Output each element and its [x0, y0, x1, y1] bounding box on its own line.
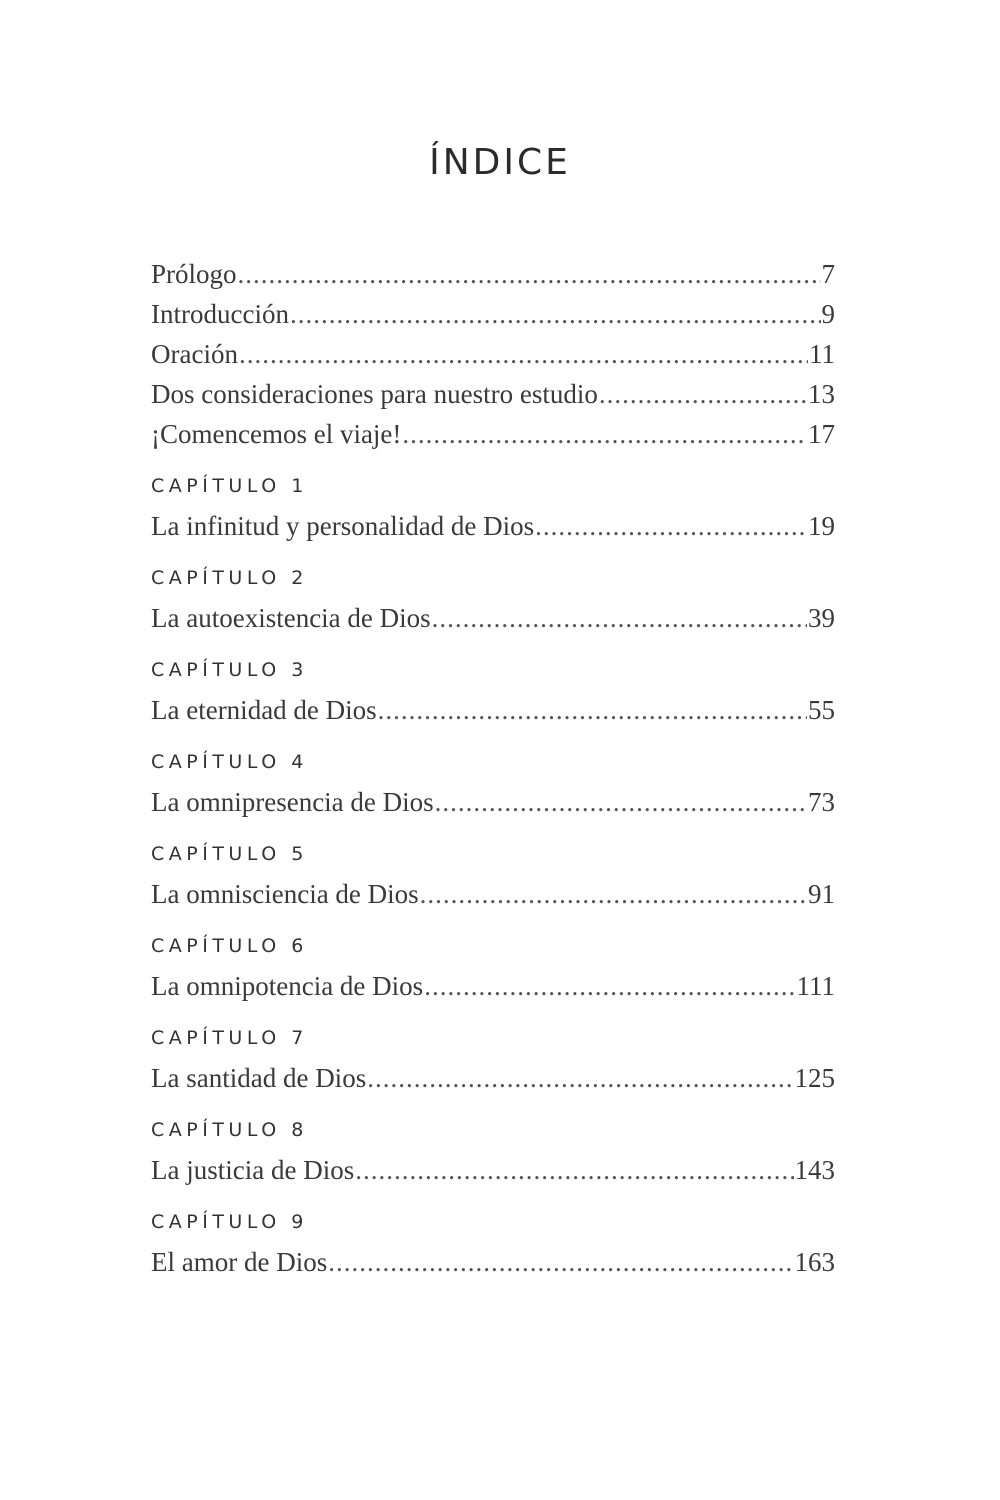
toc-entry-title: Dos consideraciones para nuestro estudio [151, 379, 598, 409]
toc-entry-chapter-4[interactable] [151, 782, 835, 822]
toc-entry-page: 143 [794, 1155, 835, 1185]
toc-entry-page: 17 [808, 419, 835, 449]
chapter-heading: CAPÍTULO 3 [151, 659, 308, 681]
dot-leader [402, 414, 807, 454]
toc-entry-title: La justicia de Dios [151, 1155, 355, 1185]
chapter-7 [151, 1018, 835, 1098]
chapter-2 [151, 558, 835, 638]
dot-leader [535, 506, 807, 546]
toc-entry-title: La infinitud y personalidad de Dios [151, 511, 535, 541]
toc-entry-chapter-8[interactable] [151, 1150, 835, 1190]
toc-entry-title: La omnisciencia de Dios [151, 879, 419, 909]
dot-leader [599, 374, 807, 414]
chapter-6 [151, 926, 835, 1006]
chapter-heading: CAPÍTULO 5 [151, 843, 308, 865]
toc-entry-page: 13 [808, 379, 835, 409]
dot-leader [355, 1150, 793, 1190]
toc-entry-page: 55 [808, 695, 835, 725]
dot-leader [378, 690, 807, 730]
toc-entry-oracion[interactable] [151, 334, 835, 374]
toc-entry-page: 111 [796, 971, 835, 1001]
chapter-5 [151, 834, 835, 914]
dot-leader [328, 1242, 793, 1282]
toc-entry-introduccion[interactable] [151, 294, 835, 334]
dot-leader [420, 874, 807, 914]
toc-entry-prologo[interactable] [151, 254, 835, 294]
toc-entry-title: El amor de Dios [151, 1247, 328, 1277]
chapter-1 [151, 466, 835, 546]
front-matter-list [151, 254, 835, 454]
toc-entry-page: 7 [821, 259, 835, 289]
chapter-heading: CAPÍTULO 8 [151, 1119, 308, 1141]
chapter-3 [151, 650, 835, 730]
chapter-heading: CAPÍTULO 6 [151, 935, 308, 957]
toc-entry-chapter-7[interactable] [151, 1058, 835, 1098]
toc-entry-page: 73 [808, 787, 835, 817]
toc-entry-title: Introducción [151, 299, 289, 329]
toc-entry-chapter-1[interactable] [151, 506, 835, 546]
table-of-contents [151, 254, 835, 1282]
toc-entry-title: La eternidad de Dios [151, 695, 377, 725]
toc-entry-title: La omnipotencia de Dios [151, 971, 424, 1001]
chapter-9 [151, 1202, 835, 1282]
toc-entry-consideraciones[interactable] [151, 374, 835, 414]
toc-entry-page: 91 [808, 879, 835, 909]
dot-leader [290, 294, 821, 334]
toc-entry-chapter-9[interactable] [151, 1242, 835, 1282]
toc-entry-title: La omnipresencia de Dios [151, 787, 434, 817]
toc-entry-chapter-6[interactable] [151, 966, 835, 1006]
chapter-heading: CAPÍTULO 9 [151, 1211, 308, 1233]
dot-leader [238, 254, 821, 294]
chapter-8 [151, 1110, 835, 1190]
toc-entry-page: 19 [808, 511, 835, 541]
toc-entry-title: ¡Comencemos el viaje! [151, 419, 402, 449]
toc-entry-chapter-2[interactable] [151, 598, 835, 638]
chapter-heading: CAPÍTULO 2 [151, 567, 308, 589]
dot-leader [435, 782, 807, 822]
chapter-heading: CAPÍTULO 4 [151, 751, 308, 773]
toc-entry-comencemos[interactable] [151, 414, 835, 454]
chapter-heading: CAPÍTULO 7 [151, 1027, 308, 1049]
dot-leader [367, 1058, 793, 1098]
toc-entry-title: La santidad de Dios [151, 1063, 367, 1093]
toc-entry-page: 11 [809, 339, 835, 369]
dot-leader [239, 334, 808, 374]
chapter-heading: CAPÍTULO 1 [151, 475, 308, 497]
dot-leader [432, 598, 807, 638]
toc-entry-title: La autoexistencia de Dios [151, 603, 431, 633]
toc-entry-chapter-3[interactable] [151, 690, 835, 730]
toc-entry-page: 125 [794, 1063, 835, 1093]
toc-entry-page: 163 [794, 1247, 835, 1277]
chapter-4 [151, 742, 835, 822]
toc-entry-page: 39 [808, 603, 835, 633]
toc-entry-page: 9 [821, 299, 835, 329]
toc-entry-title: Oración [151, 339, 238, 369]
toc-entry-chapter-5[interactable] [151, 874, 835, 914]
toc-entry-title: Prólogo [151, 259, 237, 289]
dot-leader [424, 966, 795, 1006]
page-title: ÍNDICE [429, 142, 571, 183]
